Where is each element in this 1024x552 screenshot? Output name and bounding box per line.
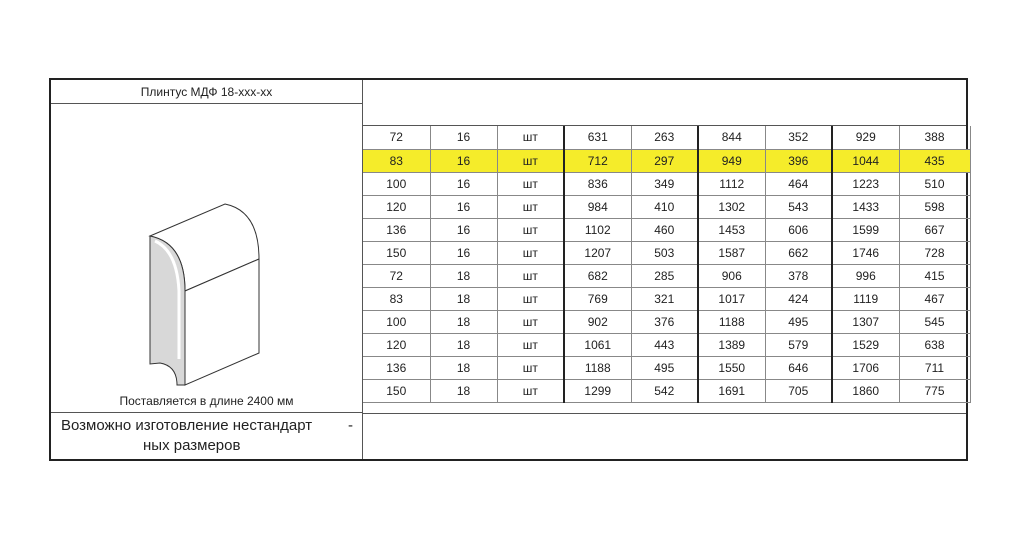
table-cell: 1102 [564,218,631,241]
table-cell: 1112 [698,172,765,195]
table-cell: шт [497,195,564,218]
table-cell: 646 [765,356,832,379]
table-cell: 902 [564,310,631,333]
table-cell: 996 [832,264,899,287]
price-grid [363,126,971,403]
table-cell: шт [497,241,564,264]
table-cell: шт [497,172,564,195]
table-cell: 410 [631,195,698,218]
table-row [363,379,970,402]
table-cell: 83 [363,287,430,310]
table-cell: шт [497,356,564,379]
baseboard-profile-drawing [135,201,265,391]
table-cell: 1119 [832,287,899,310]
table-cell: 16 [430,195,497,218]
table-cell: 662 [765,241,832,264]
table-cell: 495 [765,310,832,333]
table-cell: 83 [363,149,430,172]
table-cell: 424 [765,287,832,310]
price-grid-panel [363,80,966,459]
table-cell: 72 [363,126,430,149]
table-cell: 100 [363,172,430,195]
table-cell: 836 [564,172,631,195]
table-cell: 150 [363,379,430,402]
table-cell: 1044 [832,149,899,172]
table-row-highlighted [363,149,970,172]
table-cell: 18 [430,264,497,287]
table-cell: шт [497,287,564,310]
note-hyphen: - [348,417,353,434]
table-cell: 1599 [832,218,899,241]
table-cell: 510 [899,172,970,195]
table-cell: 949 [698,149,765,172]
table-cell: 100 [363,310,430,333]
table-cell: 1188 [564,356,631,379]
table-cell: 297 [631,149,698,172]
table-row [363,310,970,333]
table-cell: 1860 [832,379,899,402]
table-cell: 396 [765,149,832,172]
table-cell: 415 [899,264,970,287]
custom-sizes-note [51,413,362,459]
table-cell: 542 [631,379,698,402]
table-cell: 18 [430,356,497,379]
table-cell: 18 [430,287,497,310]
table-cell: 435 [899,149,970,172]
product-image-area [51,104,362,413]
table-cell: 378 [765,264,832,287]
table-cell: 682 [564,264,631,287]
table-cell: 711 [899,356,970,379]
table-cell: 16 [430,218,497,241]
table-cell: 443 [631,333,698,356]
table-row [363,126,970,149]
table-cell: 1433 [832,195,899,218]
table-cell: 1061 [564,333,631,356]
table-row [363,241,970,264]
table-cell: 18 [430,310,497,333]
table-cell: шт [497,126,564,149]
table-cell: 606 [765,218,832,241]
table-cell: шт [497,310,564,333]
table-cell: 1706 [832,356,899,379]
table-cell: 728 [899,241,970,264]
table-cell: 16 [430,241,497,264]
table-cell: 16 [430,126,497,149]
table-cell: 150 [363,241,430,264]
table-cell: 495 [631,356,698,379]
table-cell: 667 [899,218,970,241]
table-row [363,287,970,310]
table-cell: 844 [698,126,765,149]
table-cell: 1746 [832,241,899,264]
table-cell: шт [497,264,564,287]
table-cell: шт [497,218,564,241]
table-cell: 1299 [564,379,631,402]
product-panel [51,80,363,459]
table-cell: 120 [363,195,430,218]
table-cell: 775 [899,379,970,402]
table-row [363,218,970,241]
grid-header [363,80,966,126]
table-cell: шт [497,379,564,402]
table-cell: 1223 [832,172,899,195]
table-cell: 120 [363,333,430,356]
table-cell: 1691 [698,379,765,402]
table-cell: 467 [899,287,970,310]
table-cell: 18 [430,379,497,402]
table-cell: 1207 [564,241,631,264]
table-cell: 984 [564,195,631,218]
table-cell: 16 [430,149,497,172]
table-cell: 72 [363,264,430,287]
table-cell: 1307 [832,310,899,333]
table-row [363,195,970,218]
table-cell: 579 [765,333,832,356]
table-cell: 545 [899,310,970,333]
price-table-frame [49,78,968,461]
length-caption: Поставляется в длине 2400 мм [119,394,294,408]
table-cell: 712 [564,149,631,172]
table-cell: 1188 [698,310,765,333]
table-cell: 352 [765,126,832,149]
table-cell: 929 [832,126,899,149]
table-cell: шт [497,333,564,356]
note-line-2: ных размеров [143,437,241,454]
table-cell: 598 [899,195,970,218]
table-cell: 631 [564,126,631,149]
table-cell: 1529 [832,333,899,356]
table-cell: 769 [564,287,631,310]
table-cell: 18 [430,333,497,356]
table-cell: 285 [631,264,698,287]
table-row [363,264,970,287]
table-cell: 388 [899,126,970,149]
table-cell: 1453 [698,218,765,241]
table-row [363,333,970,356]
table-cell: 460 [631,218,698,241]
note-line-1: Возможно изготовление нестандарт [61,417,313,434]
table-cell: 136 [363,218,430,241]
table-cell: 1550 [698,356,765,379]
table-cell: 503 [631,241,698,264]
table-cell: 1389 [698,333,765,356]
product-title: Плинтус МДФ 18-xxx-xx [51,80,362,104]
table-cell: 16 [430,172,497,195]
table-cell: 1302 [698,195,765,218]
table-cell: 376 [631,310,698,333]
table-cell: 1017 [698,287,765,310]
table-cell: 638 [899,333,970,356]
table-cell: 1587 [698,241,765,264]
table-cell: 321 [631,287,698,310]
table-cell: 136 [363,356,430,379]
table-cell: 464 [765,172,832,195]
table-cell: 705 [765,379,832,402]
table-row [363,356,970,379]
table-cell: шт [497,149,564,172]
table-cell: 263 [631,126,698,149]
table-cell: 543 [765,195,832,218]
table-cell: 906 [698,264,765,287]
table-row [363,172,970,195]
table-cell: 349 [631,172,698,195]
grid-footer [363,413,966,459]
